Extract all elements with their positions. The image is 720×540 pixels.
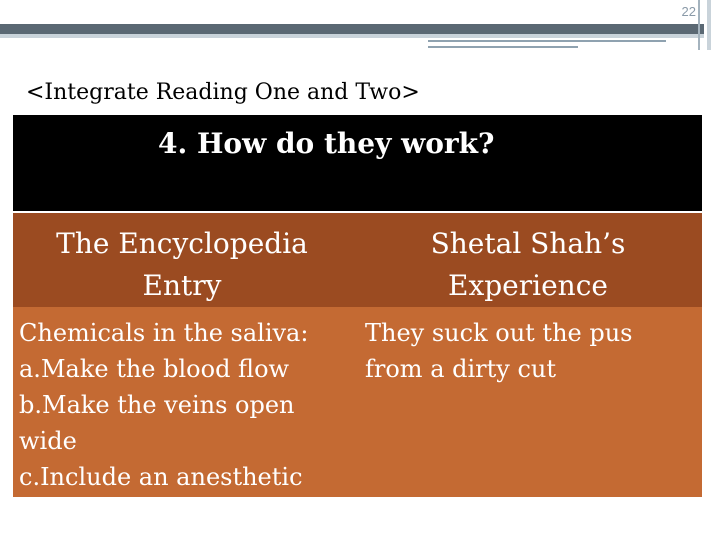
cell-line: They suck out the pus <box>365 319 633 347</box>
cell-line: b.Make the veins open <box>19 391 295 419</box>
cell-line: Chemicals in the saliva: <box>19 319 309 347</box>
decor-bar-light <box>0 34 704 38</box>
cell-line: c.Include an anesthetic <box>19 463 303 491</box>
decor-vline-a <box>698 0 700 50</box>
column-heading-line: The Encyclopedia <box>56 227 308 260</box>
cell-experience <box>365 315 695 387</box>
column-heading-line: Experience <box>448 269 608 302</box>
table-header-row <box>13 115 702 211</box>
page-number: 22 <box>681 4 696 19</box>
column-heading-line: Entry <box>142 269 222 302</box>
table-row <box>13 307 702 497</box>
decor-bar-top <box>0 24 704 34</box>
decor-vline-b <box>707 0 711 50</box>
cell-line: a.Make the blood flow <box>19 355 290 383</box>
cell-line: wide <box>19 427 77 455</box>
cell-line: from a dirty cut <box>365 355 557 383</box>
decor-line-b <box>428 46 578 48</box>
column-heading-experience <box>363 223 693 307</box>
comparison-table <box>13 115 702 497</box>
decor-line-a <box>428 40 666 42</box>
slide-subtitle: <Integrate Reading One and Two> <box>26 80 420 105</box>
cell-encyclopedia <box>19 315 359 495</box>
column-heading-encyclopedia <box>17 223 347 307</box>
column-header-row <box>13 211 702 307</box>
table-header-title: 4. How do they work? <box>158 127 495 160</box>
column-heading-line: Shetal Shah’s <box>430 227 626 260</box>
